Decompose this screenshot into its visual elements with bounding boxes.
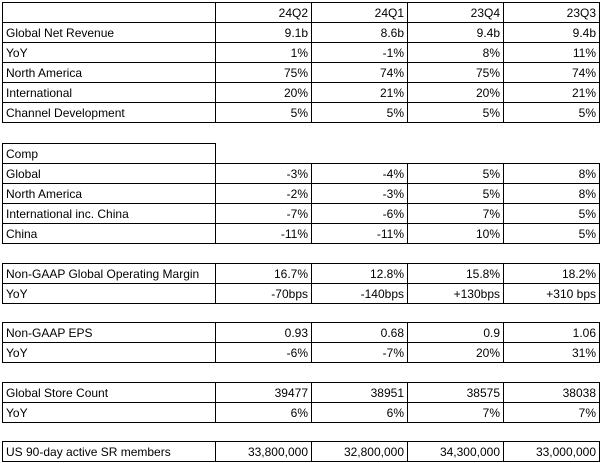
value-cell[interactable]: 5% xyxy=(216,103,312,123)
value-cell[interactable]: 8% xyxy=(504,184,600,204)
empty-cell xyxy=(408,144,504,164)
revenue-table xyxy=(2,2,600,123)
value-cell[interactable]: 5% xyxy=(504,103,600,123)
value-cell[interactable]: 6% xyxy=(312,403,408,423)
value-cell[interactable]: 21% xyxy=(312,83,408,103)
value-cell[interactable]: 74% xyxy=(504,63,600,83)
comp-table xyxy=(2,143,600,244)
operating-margin-table xyxy=(2,263,600,304)
value-cell[interactable]: 38038 xyxy=(504,383,600,403)
table-row xyxy=(3,204,600,224)
header-blank-cell[interactable] xyxy=(3,3,216,23)
value-cell[interactable]: 21% xyxy=(504,83,600,103)
value-cell[interactable]: -70bps xyxy=(216,284,312,304)
value-cell[interactable]: 38575 xyxy=(408,383,504,403)
header-cell[interactable]: 23Q3 xyxy=(504,3,600,23)
value-cell[interactable]: 18.2% xyxy=(504,264,600,284)
row-label-cell[interactable]: North America xyxy=(3,184,216,204)
value-cell[interactable]: 34,300,000 xyxy=(408,442,504,462)
value-cell[interactable]: 20% xyxy=(408,83,504,103)
row-label-cell[interactable]: Non-GAAP Global Operating Margin xyxy=(3,264,216,284)
value-cell[interactable]: 6% xyxy=(216,403,312,423)
value-cell[interactable]: 9.4b xyxy=(504,23,600,43)
value-cell[interactable]: 1.06 xyxy=(504,323,600,343)
table-row xyxy=(3,224,600,244)
value-cell[interactable]: 5% xyxy=(312,103,408,123)
value-cell[interactable]: +130bps xyxy=(408,284,504,304)
table-row xyxy=(3,264,600,284)
value-cell[interactable]: 15.8% xyxy=(408,264,504,284)
table-row xyxy=(3,23,600,43)
value-cell[interactable]: 5% xyxy=(504,224,600,244)
value-cell[interactable]: 75% xyxy=(216,63,312,83)
section-title-row xyxy=(3,144,600,164)
row-label-cell[interactable]: US 90-day active SR members xyxy=(3,442,216,462)
value-cell[interactable]: 33,800,000 xyxy=(216,442,312,462)
value-cell[interactable]: 8% xyxy=(504,164,600,184)
sr-members-table xyxy=(2,441,600,462)
value-cell[interactable]: 11% xyxy=(504,43,600,63)
value-cell[interactable]: 20% xyxy=(216,83,312,103)
value-cell[interactable]: 5% xyxy=(408,164,504,184)
table-row xyxy=(3,383,600,403)
value-cell[interactable]: 39477 xyxy=(216,383,312,403)
header-row xyxy=(3,3,600,23)
value-cell[interactable]: 8.6b xyxy=(312,23,408,43)
table-row xyxy=(3,103,600,123)
table-row xyxy=(3,63,600,83)
value-cell[interactable]: 20% xyxy=(408,343,504,363)
row-label-cell[interactable]: YoY xyxy=(3,343,216,363)
value-cell[interactable]: -2% xyxy=(216,184,312,204)
table-row xyxy=(3,323,600,343)
section-title-cell[interactable]: Comp xyxy=(3,144,216,164)
empty-cell xyxy=(504,144,600,164)
header-cell[interactable]: 24Q2 xyxy=(216,3,312,23)
table-row xyxy=(3,343,600,363)
row-label-cell[interactable]: Non-GAAP EPS xyxy=(3,323,216,343)
row-label-cell[interactable]: Channel Development xyxy=(3,103,216,123)
value-cell[interactable]: 0.93 xyxy=(216,323,312,343)
value-cell[interactable]: 74% xyxy=(312,63,408,83)
value-cell[interactable]: 32,800,000 xyxy=(312,442,408,462)
value-cell[interactable]: 5% xyxy=(408,103,504,123)
value-cell[interactable]: +310 bps xyxy=(504,284,600,304)
value-cell[interactable]: 8% xyxy=(408,43,504,63)
row-label-cell[interactable]: YoY xyxy=(3,284,216,304)
row-label-cell[interactable]: Global xyxy=(3,164,216,184)
store-count-table xyxy=(2,382,600,423)
eps-table xyxy=(2,322,600,363)
value-cell[interactable]: 7% xyxy=(408,403,504,423)
value-cell[interactable]: 5% xyxy=(504,204,600,224)
table-row xyxy=(3,442,600,462)
row-label-cell[interactable]: China xyxy=(3,224,216,244)
value-cell[interactable]: 10% xyxy=(408,224,504,244)
value-cell[interactable]: -4% xyxy=(312,164,408,184)
value-cell[interactable]: -1% xyxy=(312,43,408,63)
value-cell[interactable]: -3% xyxy=(312,184,408,204)
row-label-cell[interactable]: International inc. China xyxy=(3,204,216,224)
row-label-cell[interactable]: North America xyxy=(3,63,216,83)
table-row xyxy=(3,164,600,184)
value-cell[interactable]: -11% xyxy=(312,224,408,244)
table-row xyxy=(3,403,600,423)
value-cell[interactable]: -3% xyxy=(216,164,312,184)
value-cell[interactable]: 9.1b xyxy=(216,23,312,43)
value-cell[interactable]: 75% xyxy=(408,63,504,83)
value-cell[interactable]: -11% xyxy=(216,224,312,244)
value-cell[interactable]: 0.68 xyxy=(312,323,408,343)
value-cell[interactable]: 7% xyxy=(408,204,504,224)
table-row xyxy=(3,43,600,63)
header-cell[interactable]: 24Q1 xyxy=(312,3,408,23)
value-cell[interactable]: 33,000,000 xyxy=(504,442,600,462)
value-cell[interactable]: 5% xyxy=(408,184,504,204)
value-cell[interactable]: 31% xyxy=(504,343,600,363)
value-cell[interactable]: -6% xyxy=(216,343,312,363)
value-cell[interactable]: -140bps xyxy=(312,284,408,304)
value-cell[interactable]: -6% xyxy=(312,204,408,224)
value-cell[interactable]: -7% xyxy=(312,343,408,363)
empty-cell xyxy=(312,144,408,164)
row-label-cell[interactable]: International xyxy=(3,83,216,103)
value-cell[interactable]: 16.7% xyxy=(216,264,312,284)
value-cell[interactable]: 9.4b xyxy=(408,23,504,43)
row-label-cell[interactable]: Global Store Count xyxy=(3,383,216,403)
table-row xyxy=(3,83,600,103)
row-label-cell[interactable]: YoY xyxy=(3,43,216,63)
row-label-cell[interactable]: Global Net Revenue xyxy=(3,23,216,43)
value-cell[interactable]: 1% xyxy=(216,43,312,63)
header-cell[interactable]: 23Q4 xyxy=(408,3,504,23)
value-cell[interactable]: 0.9 xyxy=(408,323,504,343)
empty-cell xyxy=(216,144,312,164)
value-cell[interactable]: 38951 xyxy=(312,383,408,403)
row-label-cell[interactable]: YoY xyxy=(3,403,216,423)
value-cell[interactable]: 12.8% xyxy=(312,264,408,284)
table-row xyxy=(3,184,600,204)
value-cell[interactable]: 7% xyxy=(504,403,600,423)
value-cell[interactable]: -7% xyxy=(216,204,312,224)
table-row xyxy=(3,284,600,304)
